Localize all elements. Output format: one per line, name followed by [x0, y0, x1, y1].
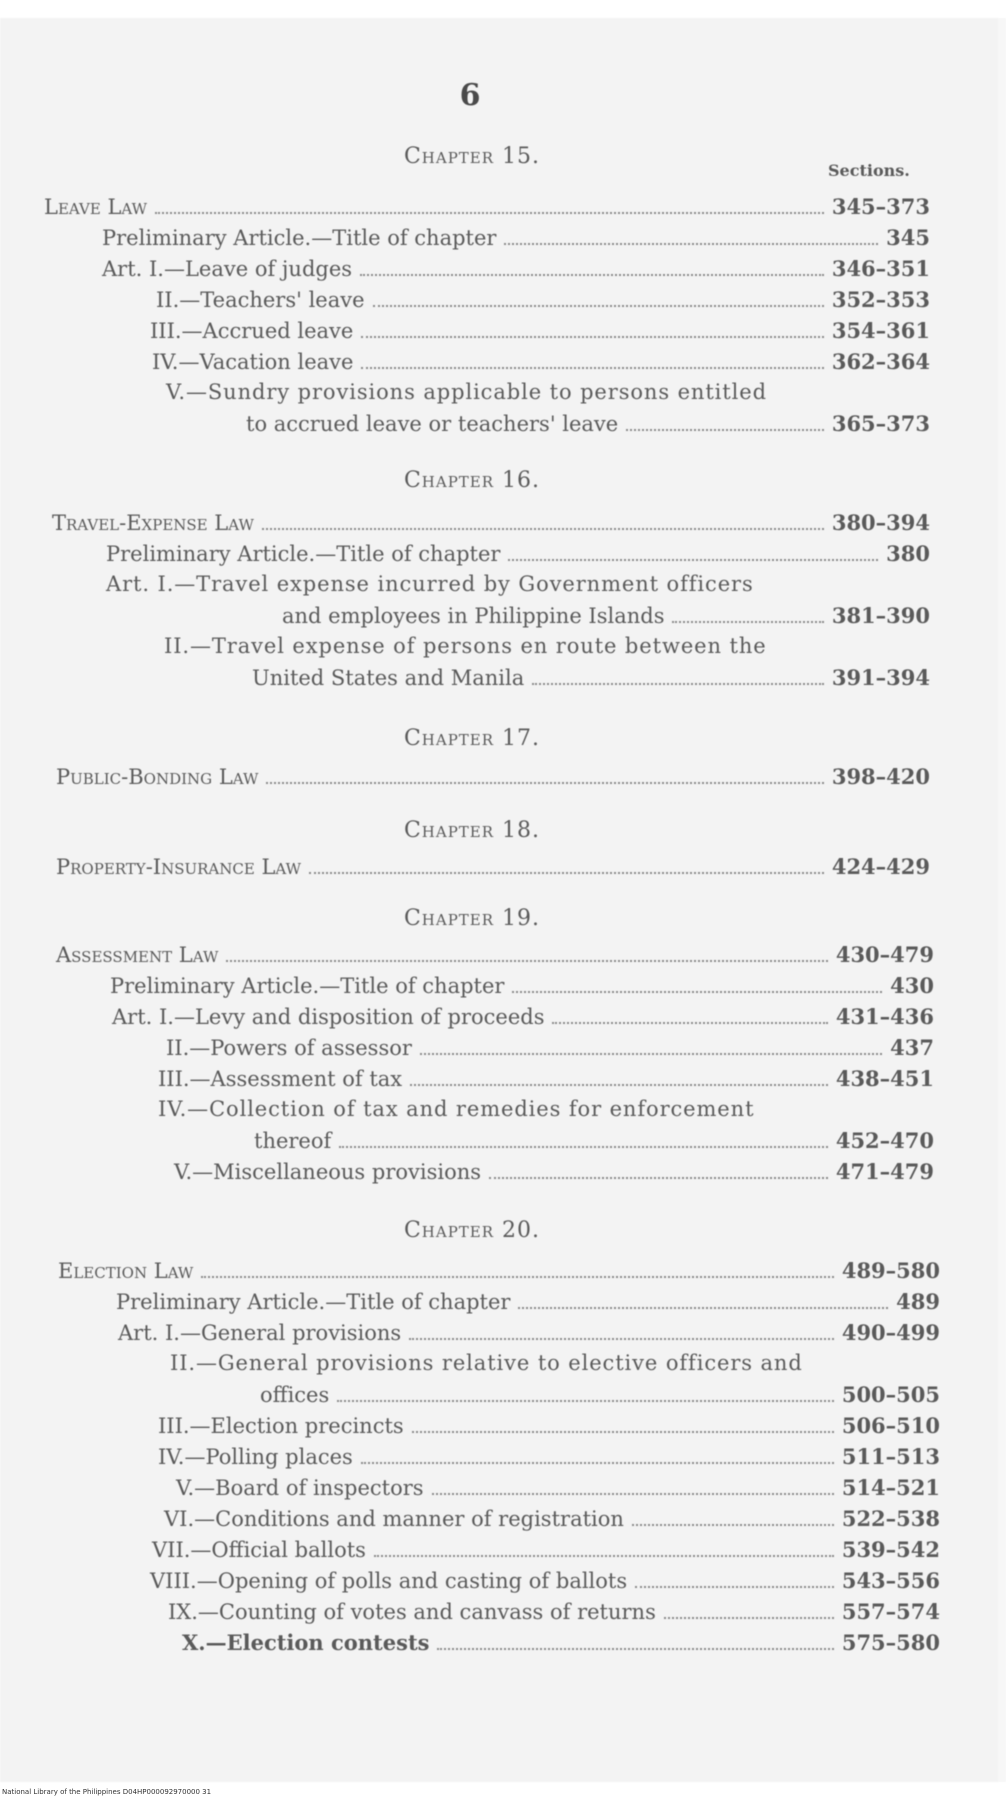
entry-title: VIII.—Opening of polls and casting of ballots: [150, 1569, 628, 1593]
entry-range: 514–521: [841, 1475, 940, 1500]
toc-entry: [56, 854, 930, 880]
toc-entry: [152, 349, 930, 375]
entry-range: 490–499: [841, 1320, 940, 1345]
toc-entry: [56, 764, 930, 790]
scan-footer: National Library of the Philippines D04HP000092970000 31: [2, 1788, 212, 1796]
entry-title: VII.—Official ballots: [152, 1538, 366, 1562]
entry-range: 424–429: [831, 854, 930, 879]
toc-entry: [254, 1128, 934, 1154]
dot-leader: [226, 960, 827, 962]
entry-title: IV.—Polling places: [158, 1445, 353, 1469]
toc-entry: [174, 1159, 934, 1185]
dot-leader: [361, 336, 824, 338]
entry-title: Art. I.—Leave of judges: [102, 257, 353, 281]
entry-range: 430–479: [835, 942, 934, 967]
toc-entry: [106, 541, 930, 567]
toc-entry: [44, 194, 930, 220]
toc-entry: [252, 665, 930, 691]
entry-range: 345: [886, 225, 930, 250]
entry-range: 471–479: [835, 1159, 934, 1184]
entry-title-line: II.—Travel expense of persons en route between the: [164, 634, 767, 658]
toc-entry: [156, 287, 930, 313]
entry-title: United States and Manila: [252, 666, 525, 690]
entry-range: 345–373: [831, 194, 930, 219]
dot-leader: [664, 1617, 834, 1619]
toc-entry: [56, 942, 934, 968]
dot-leader: [410, 1084, 828, 1086]
toc-entry: [152, 1537, 940, 1563]
entry-title: and employees in Philippine Islands: [282, 604, 665, 628]
entry-title: Art. I.—Levy and disposition of proceeds: [112, 1005, 545, 1029]
chapter-heading: Chapter 19.: [403, 906, 541, 931]
dot-leader: [262, 528, 824, 530]
toc-entry: [118, 1320, 940, 1346]
entry-title-line: II.—General provisions relative to elective officers and: [170, 1351, 803, 1375]
dot-leader: [266, 782, 823, 784]
entry-title: V.—Board of inspectors: [176, 1476, 424, 1500]
entry-title: VI.—Conditions and manner of registration: [164, 1507, 624, 1531]
dot-leader: [432, 1493, 834, 1495]
entry-range: 489–580: [841, 1258, 940, 1283]
entry-title: III.—Election precincts: [158, 1414, 404, 1438]
chapter-heading: Chapter 15.: [403, 144, 541, 169]
entry-title: offices: [260, 1383, 330, 1407]
entry-title-line: V.—Sundry provisions applicable to persons entitled: [166, 380, 767, 404]
entry-range: 500–505: [841, 1382, 940, 1407]
toc-entry: [110, 973, 934, 999]
entry-title: Leave Law: [44, 195, 148, 219]
toc-entry: [260, 1382, 940, 1408]
toc-entry: [112, 1004, 934, 1030]
entry-title: Property-Insurance Law: [56, 855, 302, 879]
dot-leader: [635, 1586, 834, 1588]
entry-title: II.—Teachers' leave: [156, 288, 365, 312]
entry-range: 543–556: [841, 1568, 940, 1593]
dot-leader: [552, 1022, 827, 1024]
entry-title: IX.—Counting of votes and canvass of returns: [168, 1600, 656, 1624]
toc-entry: [158, 1066, 934, 1092]
chapter-heading: Chapter 16.: [403, 468, 541, 493]
toc-entry: [150, 1568, 940, 1594]
entry-title: III.—Accrued leave: [150, 319, 354, 343]
dot-leader: [518, 1307, 888, 1309]
entry-title: Art. I.—General provisions: [118, 1321, 402, 1345]
dot-leader: [339, 1146, 828, 1148]
entry-range: 352–353: [831, 287, 930, 312]
dot-leader: [155, 212, 824, 214]
entry-title: II.—Powers of assessor: [166, 1036, 412, 1060]
entry-range: 437: [890, 1035, 934, 1060]
dot-leader: [672, 621, 823, 623]
toc-entry: [102, 225, 930, 251]
toc-entry: [166, 1035, 934, 1061]
toc-entry: [182, 1630, 940, 1656]
entry-title: IV.—Vacation leave: [152, 350, 354, 374]
entry-title-line: IV.—Collection of tax and remedies for enforcement: [158, 1097, 755, 1121]
entry-title: thereof: [254, 1129, 332, 1153]
dot-leader: [489, 1177, 828, 1179]
entry-range: 380–394: [831, 510, 930, 535]
toc-entry: [168, 1599, 940, 1625]
entry-range: 354–361: [831, 318, 930, 343]
toc-entry: [102, 256, 930, 282]
entry-title: to accrued leave or teachers' leave: [246, 412, 619, 436]
entry-title: Preliminary Article.—Title of chapter: [116, 1290, 511, 1314]
entry-range: 438–451: [835, 1066, 934, 1091]
toc-entry: [158, 1413, 940, 1439]
dot-leader: [201, 1276, 833, 1278]
dot-leader: [412, 1431, 834, 1433]
document-page: [0, 18, 1006, 1782]
dot-leader: [532, 683, 824, 685]
dot-leader: [632, 1524, 834, 1526]
entry-range: 489: [896, 1289, 940, 1314]
toc-entry: [150, 318, 930, 344]
dot-leader: [626, 429, 824, 431]
chapter-heading: Chapter 17.: [403, 726, 541, 751]
chapter-heading: Chapter 20.: [403, 1218, 541, 1243]
entry-title: III.—Assessment of tax: [158, 1067, 403, 1091]
entry-range: 539–542: [841, 1537, 940, 1562]
entry-range: 381–390: [831, 603, 930, 628]
toc-entry: [164, 1506, 940, 1532]
entry-range: 557–574: [841, 1599, 940, 1624]
chapter-heading: Chapter 18.: [403, 818, 541, 843]
toc-entry: [116, 1289, 940, 1315]
entry-range: 380: [886, 541, 930, 566]
entry-title: Preliminary Article.—Title of chapter: [110, 974, 505, 998]
entry-title-line: Art. I.—Travel expense incurred by Government officers: [106, 572, 754, 596]
entry-title: Travel-Expense Law: [52, 511, 254, 535]
entry-range: 430: [890, 973, 934, 998]
dot-leader: [337, 1400, 834, 1402]
sections-column-header: Sections.: [828, 161, 910, 180]
entry-range: 365–373: [831, 411, 930, 436]
dot-leader: [512, 991, 882, 993]
dot-leader: [420, 1053, 882, 1055]
entry-range: 511–513: [841, 1444, 940, 1469]
entry-title: X.—Election contests: [182, 1630, 430, 1655]
toc-entry: [176, 1475, 940, 1501]
dot-leader: [437, 1648, 833, 1650]
entry-range: 452–470: [835, 1128, 934, 1153]
entry-title: Public-Bonding Law: [56, 765, 259, 789]
toc-entry: [246, 411, 930, 437]
dot-leader: [373, 305, 824, 307]
dot-leader: [409, 1338, 834, 1340]
dot-leader: [361, 367, 823, 369]
page-edge: [998, 18, 1006, 1782]
toc-entry: [158, 1444, 940, 1470]
entry-range: 522–538: [841, 1506, 940, 1531]
page-number: 6: [459, 78, 481, 113]
dot-leader: [504, 243, 878, 245]
toc-entry: [52, 510, 930, 536]
toc-entry: [58, 1258, 940, 1284]
entry-range: 398–420: [831, 764, 930, 789]
dot-leader: [360, 274, 824, 276]
entry-range: 575–580: [841, 1630, 940, 1655]
entry-title: Assessment Law: [56, 943, 219, 967]
entry-title: Election Law: [58, 1259, 194, 1283]
dot-leader: [361, 1462, 834, 1464]
entry-range: 362–364: [831, 349, 930, 374]
entry-range: 431–436: [835, 1004, 934, 1029]
dot-leader: [374, 1555, 834, 1557]
entry-range: 391–394: [831, 665, 930, 690]
dot-leader: [309, 872, 824, 874]
entry-title: V.—Miscellaneous provisions: [174, 1160, 482, 1184]
entry-title: Preliminary Article.—Title of chapter: [102, 226, 497, 250]
toc-entry: [282, 603, 930, 629]
entry-range: 346–351: [831, 256, 930, 281]
entry-title: Preliminary Article.—Title of chapter: [106, 542, 501, 566]
entry-range: 506–510: [841, 1413, 940, 1438]
dot-leader: [508, 559, 878, 561]
